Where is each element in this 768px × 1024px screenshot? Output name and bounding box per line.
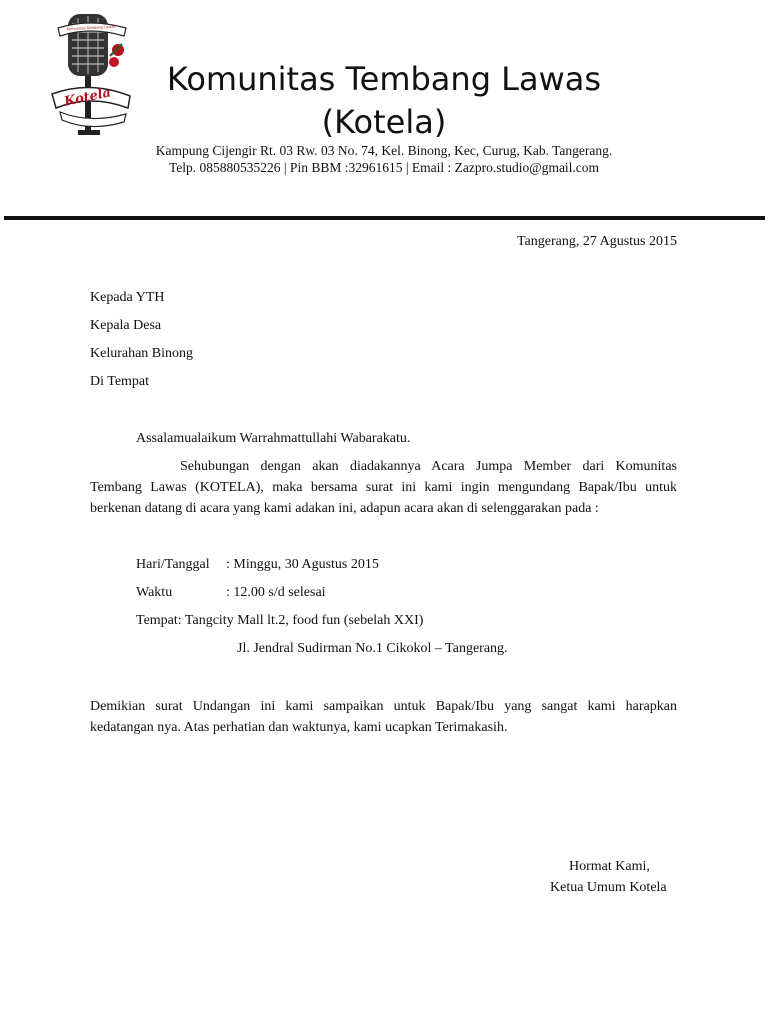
place-line: Tempat: Tangcity Mall lt.2, food fun (sebelah XXI) bbox=[136, 613, 424, 628]
letterhead-divider bbox=[4, 216, 765, 220]
organization-title bbox=[130, 58, 638, 144]
body-line: berkenan datang di acara yang kami adakan ini, adapun acara akan di selenggarakan pada : bbox=[90, 501, 599, 516]
day-label: Hari/Tanggal bbox=[136, 557, 210, 572]
closing-line: kedatangan nya. Atas perhatian dan waktunya, kami ucapkan Terimakasih. bbox=[90, 720, 508, 735]
body-line: Tembang Lawas (KOTELA), maka bersama surat ini kami ingin mengundang Bapak/Ibu untuk bbox=[90, 480, 677, 495]
closing-paragraph bbox=[90, 696, 677, 738]
time-label: Waktu bbox=[136, 585, 173, 600]
title-line-1: Komunitas Tembang Lawas bbox=[166, 60, 602, 98]
letter-date: Tangerang, 27 Agustus 2015 bbox=[516, 234, 677, 249]
closing-line: Demikian surat Undangan ini kami sampaikan untuk Bapak/Ibu yang sangat kami harapkan bbox=[90, 699, 677, 714]
body-paragraph bbox=[90, 456, 677, 519]
day-value: : Minggu, 30 Agustus 2015 bbox=[226, 557, 379, 572]
body-line: Sehubungan dengan akan diadakannya Acara Jumpa Member dari Komunitas bbox=[180, 459, 677, 474]
recipient-line: Kelurahan Binong bbox=[90, 346, 194, 361]
logo-text: Kotela bbox=[62, 85, 113, 110]
letterhead-address bbox=[130, 142, 638, 176]
signature-greeting: Hormat Kami, bbox=[569, 859, 650, 874]
place-address: Jl. Jendral Sudirman No.1 Cikokol – Tangerang. bbox=[237, 641, 508, 656]
logo-ribbon-text: Komunitas Tembang Lawas bbox=[66, 24, 116, 32]
address-line-1: Kampung Cijengir Rt. 03 Rw. 03 No. 74, Kel. Binong, Kec, Curug, Kab. Tangerang. bbox=[155, 143, 613, 158]
recipient-line: Kepala Desa bbox=[90, 318, 162, 333]
signature-title: Ketua Umum Kotela bbox=[550, 880, 667, 895]
recipient-line: Kepada YTH bbox=[90, 290, 165, 305]
address-line-2: Telp. 085880535226 | Pin BBM :32961615 | Email : Zazpro.studio@gmail.com bbox=[168, 160, 600, 175]
time-value: : 12.00 s/d selesai bbox=[226, 585, 326, 600]
title-line-2: (Kotela) bbox=[321, 103, 447, 141]
greeting: Assalamualaikum Warrahmattullahi Wabarakatu. bbox=[136, 431, 411, 446]
recipient-line: Di Tempat bbox=[90, 374, 150, 389]
